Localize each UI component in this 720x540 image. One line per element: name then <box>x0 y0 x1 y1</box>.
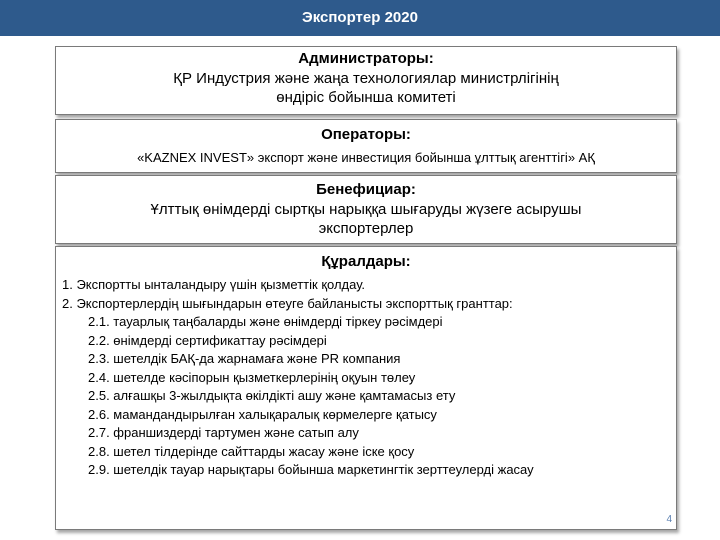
tools-heading: Құралдары: <box>321 253 411 270</box>
page-number: 4 <box>666 514 672 525</box>
list-item: 2.6. мамандандырылған халықаралық көрмелерге қатысу <box>88 406 437 422</box>
administrators-box <box>55 46 677 115</box>
administrators-line-2: өндіріс бойынша комитеті <box>276 89 456 106</box>
list-item: 2.7. франшиздерді тартумен және сатып алу <box>88 425 359 440</box>
list-item: 2. Экспортерлердің шығындарын өтеуге байланысты экспорттық гранттар: <box>62 295 513 311</box>
list-item: 2.8. шетел тілдерінде сайттарды жасау және іске қосу <box>88 443 415 459</box>
beneficiary-line-2: экспортерлер <box>318 220 414 237</box>
administrators-heading: Администраторы: <box>298 50 434 67</box>
beneficiary-line-1: Ұлттық өнімдерді сыртқы нарыққа шығаруды жүзеге асырушы <box>150 201 582 218</box>
beneficiary-heading: Бенефициар: <box>316 181 416 198</box>
list-item: 2.5. алғашқы 3-жылдықта өкілдікті ашу және қамтамасыз ету <box>88 388 456 403</box>
operators-heading: Операторы: <box>321 126 411 143</box>
list-item: 2.2. өнімдерді сертификаттау рәсімдері <box>88 332 327 348</box>
list-item: 2.4. шетелде кәсіпорын қызметкерлерінің оқуын төлеу <box>88 369 416 385</box>
list-item: 2.9. шетелдік тауар нарықтары бойынша маркетингтік зерттеулерді жасау <box>88 462 534 477</box>
list-item: 2.3. шетелдік БАҚ-да жарнамаға және PR компания <box>88 351 401 366</box>
slide-title: Экспортер 2020 <box>0 0 720 36</box>
list-item: 2.1. тауарлық таңбаларды және өнімдерді тіркеу рәсімдері <box>88 314 443 329</box>
list-item: 1. Экспортты ынталандыру үшін қызметтік қолдау. <box>62 277 366 292</box>
tools-list <box>56 276 676 480</box>
operators-box <box>55 119 677 173</box>
tools-box <box>55 246 677 530</box>
administrators-line-1: ҚР Индустрия және жаңа технологиялар министрлігінің <box>173 70 559 87</box>
operators-text: «KAZNEX INVEST» экспорт және инвестиция бойынша ұлттық агенттігі» АҚ <box>137 150 595 165</box>
beneficiary-box <box>55 175 677 244</box>
